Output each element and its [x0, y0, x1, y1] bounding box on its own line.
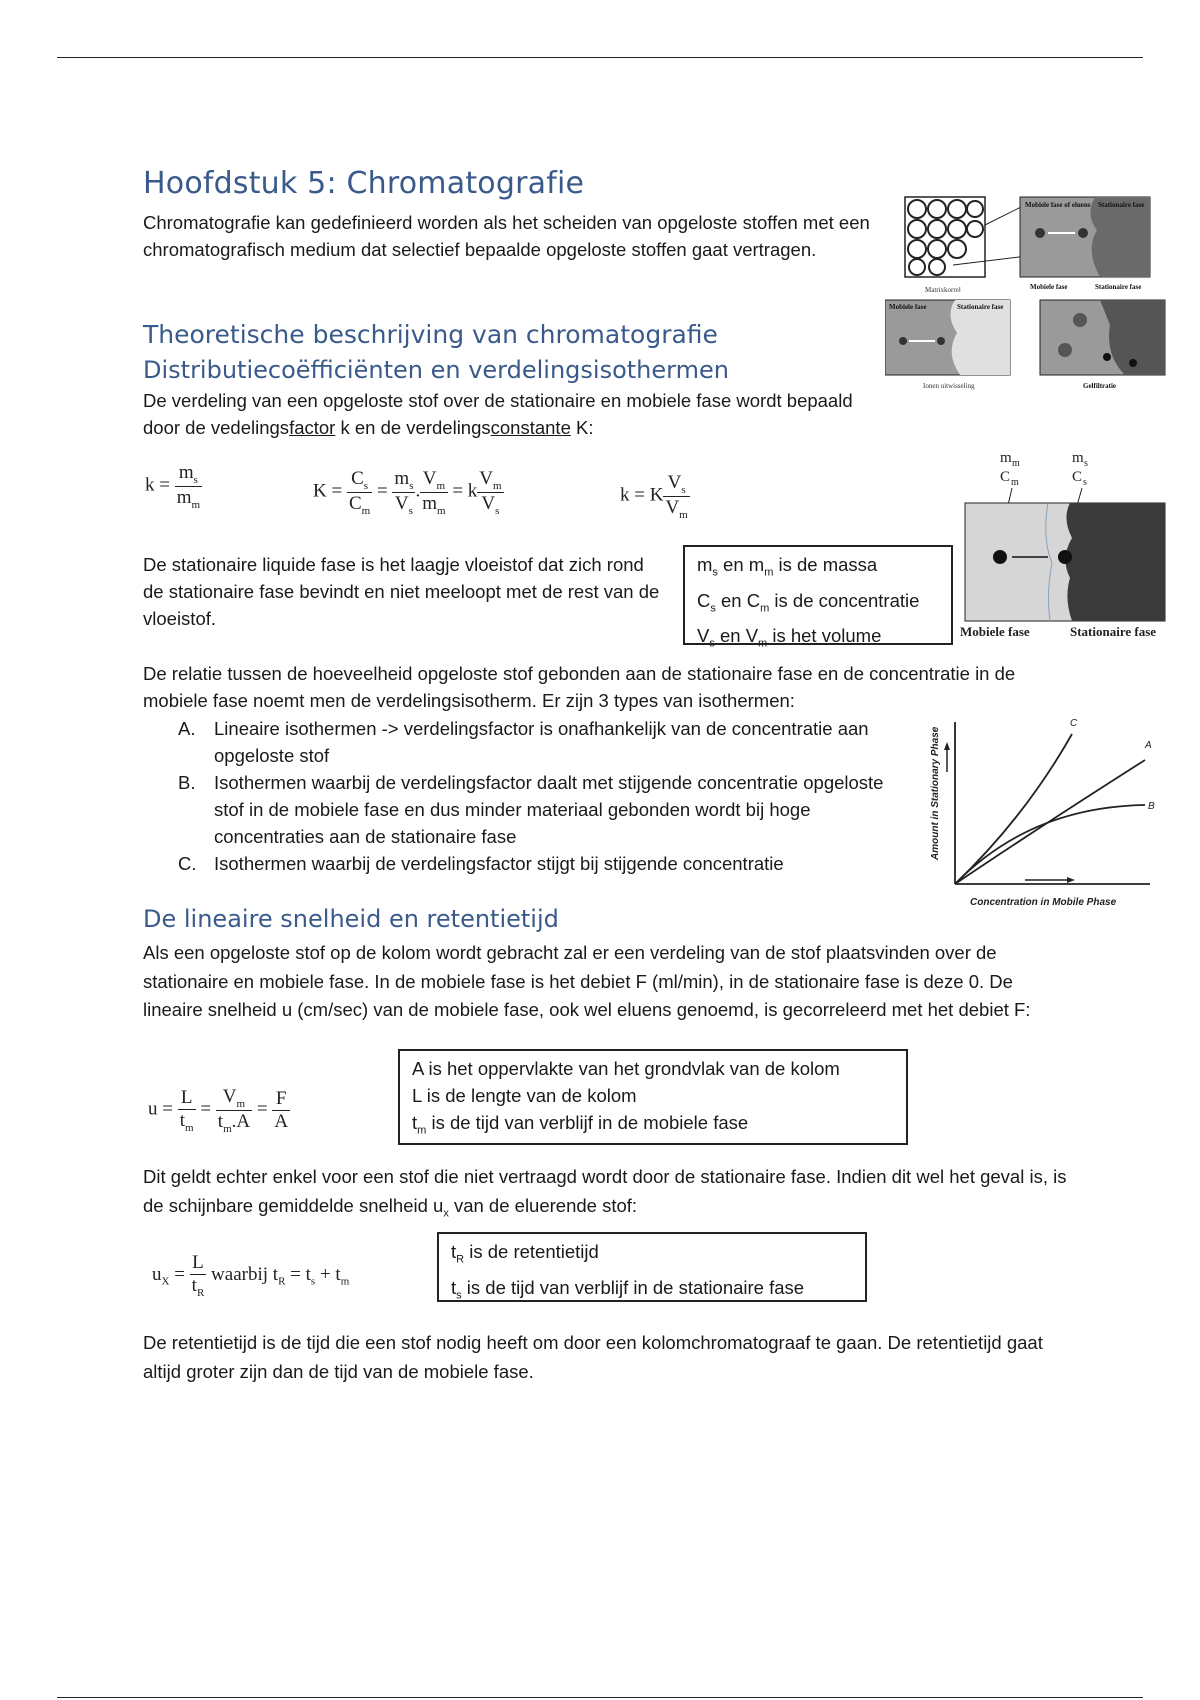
svg-text:m: m — [1011, 477, 1019, 488]
legend-concentration: $C_s$ en $C_m$ is de concentratie — [697, 589, 920, 615]
definitions-box-2: $t_R$ is de retentietijd $t_s$ is de tijd van verblijf in de stationaire fase — [437, 1232, 867, 1302]
svg-text:m: m — [1000, 450, 1012, 466]
top-rule — [57, 57, 1143, 58]
legend-mass: $m_s$ en $m_m$ is de massa — [697, 554, 878, 579]
fig-label: Ionen uitwisseling — [923, 382, 975, 390]
isotherm-list — [178, 715, 898, 877]
curve-label-b: B — [1148, 801, 1155, 812]
partition-label: Mobiele fase — [960, 624, 1030, 639]
legend-box — [683, 545, 953, 651]
svg-text:m: m — [1012, 458, 1020, 469]
svg-text:m: m — [1072, 450, 1084, 466]
intro-paragraph: Chromatografie kan gedefinieerd worden als het scheiden van opgeloste stoffen met een chromatografisch medium dat selectief bepaalde opgeloste stoffen gaat vertragen. — [143, 212, 870, 260]
bottom-rule — [57, 1697, 1143, 1698]
equation-k-from-K: k = K $\frac{V_s}{V_m}$ — [620, 472, 688, 521]
partition-figure — [960, 448, 1180, 648]
partition-label: Stationaire fase — [1070, 624, 1157, 639]
isotherm-paragraph: De relatie tussen de hoeveelheid opgeloste stof gebonden aan de stationaire fase en de concentratie in de mobiele fase noemt men de verdelingsisotherm. Er zijn 3 types van isothermen: — [143, 663, 1016, 711]
equation-u: u = $\frac{L}{t_m}$ = $\frac{V_m}{t_m.A}$ = $\frac{F}{A}$ — [148, 1086, 289, 1135]
distribution-paragraph: De verdeling van een opgeloste stof over de stationaire en mobiele fase wordt bepaald door de vedelingsfactor k en de verdelingsconstante K: — [143, 390, 853, 438]
fig-label: Stationaire fase — [1098, 201, 1145, 209]
equation-k: k = $\frac{m_s}{m_m}$ — [145, 462, 201, 511]
x-axis-label: Concentration in Mobile Phase — [970, 897, 1117, 908]
equation-ux: $u_X$ = $\frac{L}{t_R}$ waarbij $t_R = t_s + t_m$ — [152, 1252, 350, 1299]
stationary-liquid-paragraph: De stationaire liquide fase is het laagje vloeistof dat zich rond de stationaire fase bevindt en niet meeloopt met de rest van de vloeistof. — [143, 554, 660, 629]
page-title: Hoofdstuk 5: Chromatografie — [143, 166, 585, 201]
fig-label: Stationaire fase — [1095, 283, 1142, 291]
fig-label: Mobiele fase of eluens — [1025, 201, 1091, 209]
equation-K: K = $\frac{C_s}{C_m}$ = $\frac{m_s}{V_s}$ . $\frac{V_m}{m_m}$ = k $\frac{V_m}{V_s}$ — [313, 468, 502, 517]
isotherm-figure — [920, 712, 1170, 912]
apparent-speed-paragraph: Dit geldt echter enkel voor een stof die niet vertraagd wordt door de stationaire fase. Indien dit wel het geval is, is de schijnbare gemiddelde snelheid $u_x$ van de eluerende stof: — [143, 1166, 1067, 1220]
svg-text:C: C — [1072, 469, 1083, 485]
phases-figure — [885, 195, 1170, 395]
section-title: Theoretische beschrijving van chromatografie — [143, 320, 718, 349]
legend-volume: $V_s$ en $V_m$ is het volume — [697, 625, 882, 651]
curve-label-a: A — [1145, 740, 1152, 751]
svg-text:C: C — [1000, 469, 1011, 485]
retention-paragraph: De retentietijd is de tijd die een stof nodig heeft om door een kolomchromatograaf te gaan. De retentietijd gaat altijd groter zijn dan de tijd van de mobiele fase. — [143, 1332, 1043, 1382]
list-item: B. Isothermen waarbij de verdelingsfactor daalt met stijgende concentratie opgeloste stof in de mobiele fase en dus minder materiaal gebonden wordt bij hoge concentraties aan de stationaire fase — [178, 772, 884, 847]
svg-text:s: s — [1083, 477, 1087, 488]
list-item: A. Lineaire isothermen -> verdelingsfactor is onafhankelijk van de concentratie aan opgeloste stof — [178, 718, 869, 766]
matrix-beads-icon — [905, 197, 985, 277]
fig-label: Gelfiltratie — [1083, 382, 1117, 390]
fig-label: Mobiele fase — [1030, 283, 1068, 291]
fig-label: Mobiele fase — [889, 303, 927, 311]
curve-label-c: C — [1070, 718, 1078, 729]
list-item: C. Isothermen waarbij de verdelingsfactor stijgt bij stijgende concentratie — [178, 853, 784, 874]
y-axis-label: Amount in Stationary Phase — [930, 726, 941, 860]
linear-speed-paragraph: Als een opgeloste stof op de kolom wordt gebracht zal er een verdeling van de stof plaatsvinden over de stationaire en mobiele fase. In de mobiele fase is het debiet F (ml/min), in de stationaire fase is deze 0. De lineaire snelheid u (cm/sec) van de mobiele fase, ook wel eluens genoemd, is gecorreleerd met het debiet F: — [143, 942, 1031, 1020]
section-title: De lineaire snelheid en retentietijd — [143, 905, 559, 933]
definitions-box-1: A is het oppervlakte van het grondvlak van de kolom L is de lengte van de kolom $t_m$ is de tijd van verblijf in de mobiele fase — [398, 1049, 908, 1145]
fig-label: Stationaire fase — [957, 303, 1004, 311]
section-subtitle: Distributiecoëfficiënten en verdelingsisothermen — [143, 356, 729, 384]
svg-text:s: s — [1084, 458, 1088, 469]
fig-label: Matrixkorrel — [925, 286, 961, 294]
